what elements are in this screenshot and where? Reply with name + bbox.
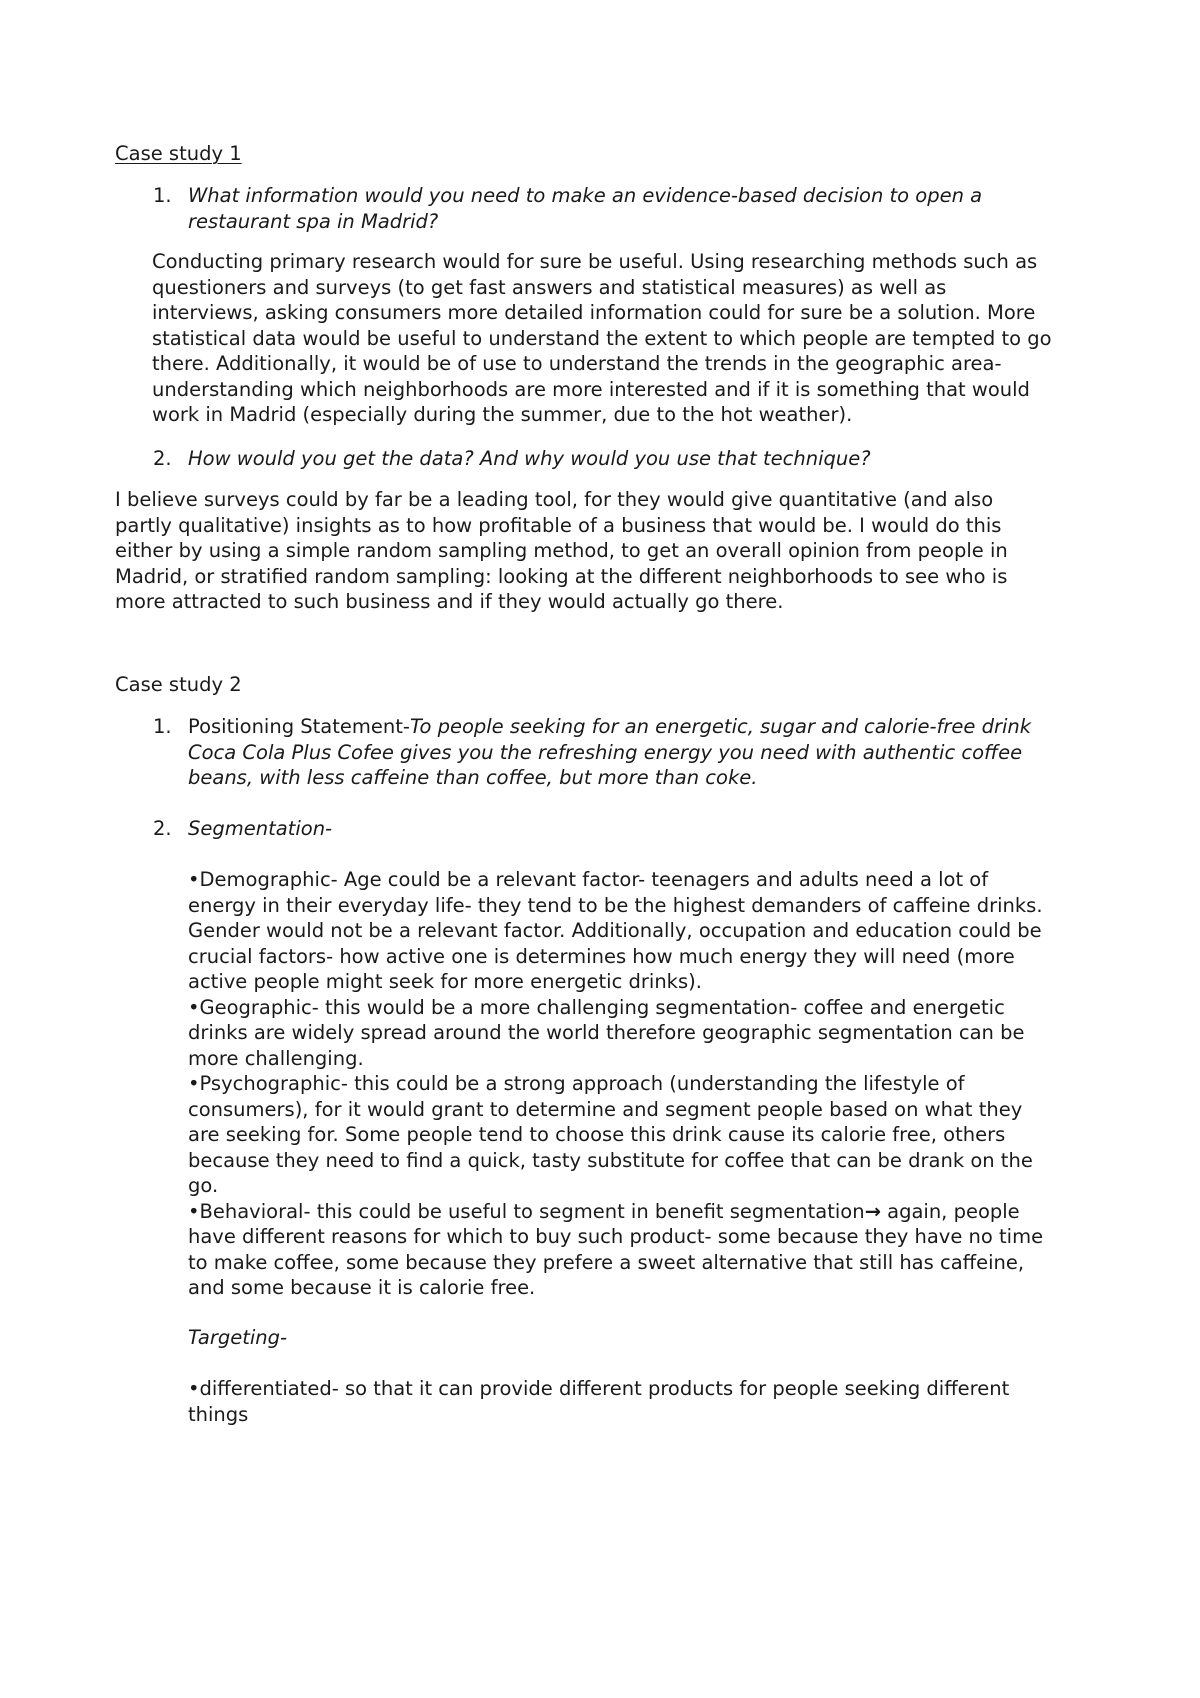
positioning-label: Positioning Statement- xyxy=(188,715,410,738)
psychographic-line: go. xyxy=(188,1174,219,1197)
psychographic-line: •Psychographic- this could be a strong approach (understanding the lifestyle of xyxy=(188,1072,965,1095)
answer-2-line: more attracted to such business and if they would actually go there. xyxy=(115,590,784,613)
answer-2-paragraph xyxy=(115,487,1085,615)
positioning-line-3: beans, with less caffeine than coffee, but more than coke. xyxy=(188,766,758,789)
segmentation-body xyxy=(188,867,1088,1301)
targeting-label: Targeting- xyxy=(188,1326,288,1349)
answer-1-line: understanding which neighborhoods are more interested and if it is something that would xyxy=(152,377,1030,401)
demographic-line: crucial factors- how active one is determines how much energy they will need (more xyxy=(188,944,1015,968)
answer-2-line: Madrid, or stratified random sampling: looking at the different neighborhoods to see who is xyxy=(115,564,1008,588)
behavioral-line: have different reasons for which to buy such product- some because they have no time xyxy=(188,1225,1044,1248)
behavioral-line: and some because it is calorie free. xyxy=(188,1276,536,1299)
segmentation-label: Segmentation- xyxy=(188,817,333,840)
answer-1-line: Conducting primary research would for sure be useful. Using researching methods such as xyxy=(152,250,1038,273)
answer-1-line: there. Additionally, it would be of use to understand the trends in the geographic area- xyxy=(152,352,1002,375)
right-arrow-icon: → xyxy=(864,1199,881,1223)
question-1-text xyxy=(188,183,1088,234)
demographic-line: Gender would not be a relevant factor. Additionally, occupation and education could be xyxy=(188,919,1042,942)
positioning-line-1 xyxy=(188,714,1088,740)
behavioral-line-end: again, people xyxy=(880,1199,1020,1223)
item-2-number: 2. xyxy=(153,817,172,840)
differentiated-line: •differentiated- so that it can provide different products for people seeking different xyxy=(188,1377,1010,1400)
positioning-statement xyxy=(188,714,1088,791)
psychographic-line: consumers), for it would grant to determine and segment people based on what they xyxy=(188,1097,1023,1121)
geographic-line: •Geographic- this would be a more challenging segmentation- coffee and energetic xyxy=(188,995,1005,1019)
question-1-number: 1. xyxy=(153,184,172,207)
demographic-line: active people might seek for more energetic drinks). xyxy=(188,970,702,993)
differentiated-paragraph xyxy=(188,1376,1088,1427)
demographic-line: energy in their everyday life- they tend to be the highest demanders of caffeine drinks. xyxy=(188,893,1043,917)
geographic-line: drinks are widely spread around the world therefore geographic segmentation can be xyxy=(188,1021,1025,1044)
case-study-1-heading: Case study 1 xyxy=(115,142,242,165)
answer-1-paragraph xyxy=(152,249,1122,428)
behavioral-line-1 xyxy=(188,1199,1088,1225)
psychographic-line: because they need to find a quick, tasty substitute for coffee that can be drank on the xyxy=(188,1148,1033,1172)
psychographic-line: are seeking for. Some people tend to choose this drink cause its calorie free, others xyxy=(188,1123,1006,1146)
differentiated-line: things xyxy=(188,1402,249,1426)
behavioral-line-start: •Behavioral- this could be useful to segment in benefit segmentation xyxy=(188,1199,865,1223)
answer-2-line: either by using a simple random sampling method, to get an overall opinion from people in xyxy=(115,539,1008,562)
question-2-number: 2. xyxy=(153,447,172,470)
behavioral-line: to make coffee, some because they prefere a sweet alternative that still has caffeine, xyxy=(188,1250,1025,1274)
answer-2-line: partly qualitative) insights as to how profitable of a business that would be. I would do this xyxy=(115,513,1002,537)
answer-1-line: work in Madrid (especially during the summer, due to the hot weather). xyxy=(152,403,853,426)
positioning-italic-text: To people seeking for an energetic, sugar and calorie-free drink xyxy=(409,715,1032,738)
case-study-2-heading: Case study 2 xyxy=(115,673,242,696)
question-2-text: How would you get the data? And why would you use that technique? xyxy=(188,447,871,470)
answer-1-line: statistical data would be useful to understand the extent to which people are tempted to go xyxy=(152,326,1052,350)
demographic-line: •Demographic- Age could be a relevant factor- teenagers and adults need a lot of xyxy=(188,868,989,891)
geographic-line: more challenging. xyxy=(188,1046,364,1070)
positioning-line-2: Coca Cola Plus Cofee gives you the refreshing energy you need with authentic coffee xyxy=(188,740,1023,764)
item-1-number: 1. xyxy=(153,715,172,738)
question-1-line: restaurant spa in Madrid? xyxy=(188,209,439,233)
answer-1-line: interviews, asking consumers more detailed information could for sure be a solution. More xyxy=(152,301,1036,324)
question-1-line: What information would you need to make an evidence-based decision to open a xyxy=(188,184,983,207)
answer-2-line: I believe surveys could by far be a leading tool, for they would give quantitative (and also xyxy=(115,488,994,511)
answer-1-line: questioners and surveys (to get fast answers and statistical measures) as well as xyxy=(152,275,947,299)
